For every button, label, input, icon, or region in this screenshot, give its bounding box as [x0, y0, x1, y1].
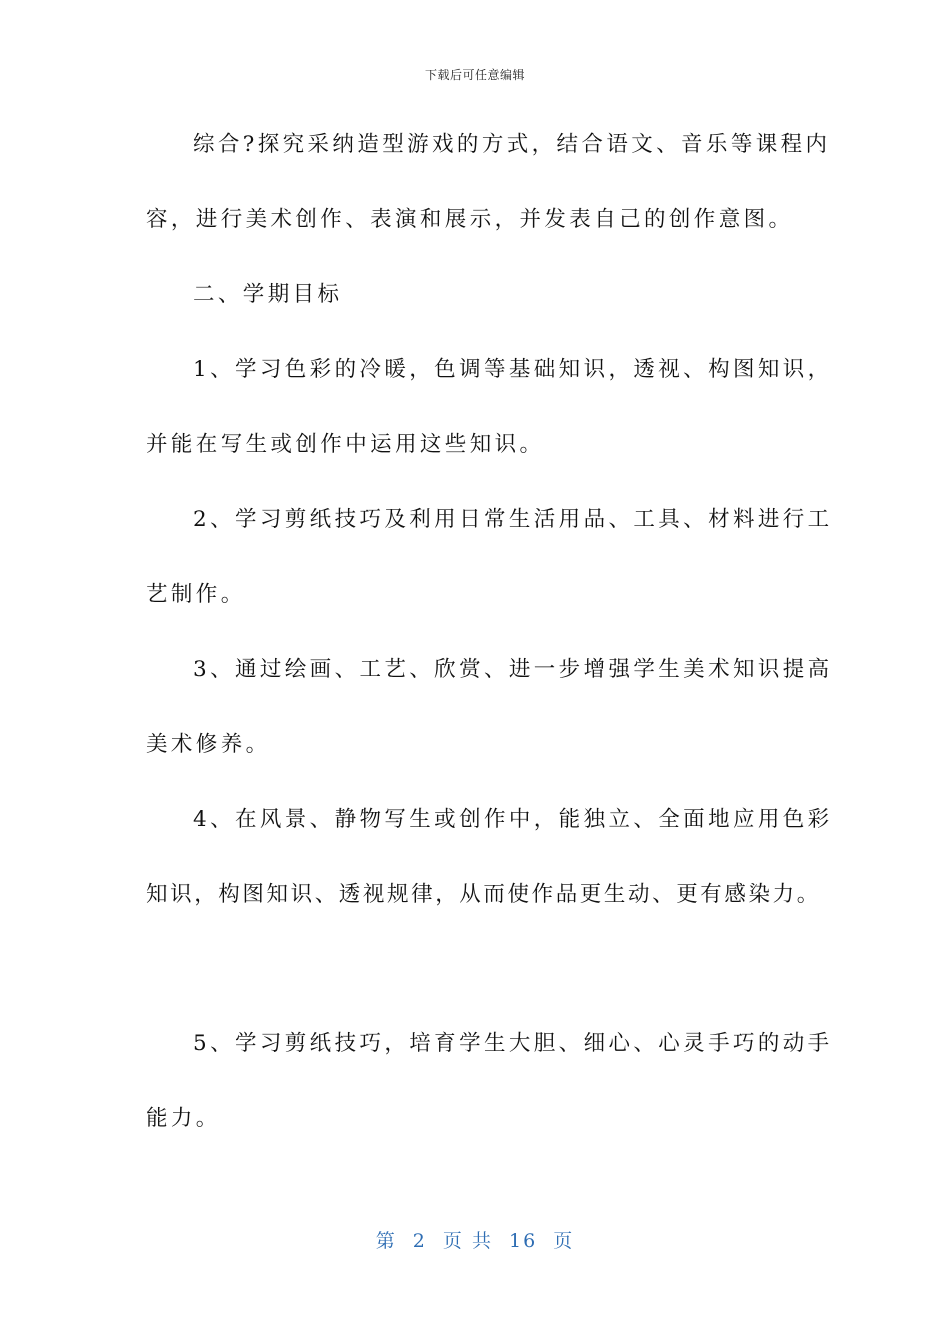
section-heading: 二、学期目标	[193, 282, 343, 307]
body-line: 容，进行美术创作、表演和展示，并发表自己的创作意图。	[146, 207, 794, 232]
footer-middle: 页 共	[442, 1230, 493, 1252]
body-line: 并能在写生或创作中运用这些知识。	[146, 432, 545, 457]
body-line: 知识，构图知识、透视规律，从而使作品更生动、更有感染力。	[146, 882, 821, 907]
body-line: 美术修养。	[146, 732, 271, 757]
body-line: 2、学习剪纸技巧及利用日常生活用品、工具、材料进行工	[193, 507, 833, 532]
body-line: 3、通过绘画、工艺、欣赏、进一步增强学生美术知识提高	[193, 657, 833, 682]
page-header: 下载后可任意编辑	[424, 68, 525, 82]
body-line: 综合?探究采纳造型游戏的方式，结合语文、音乐等课程内	[193, 132, 831, 157]
body-line: 5、学习剪纸技巧，培育学生大胆、细心、心灵手巧的动手	[193, 1031, 833, 1056]
body-line: 1、学习色彩的冷暖，色调等基础知识，透视、构图知识，	[193, 357, 833, 382]
body-line: 能力。	[146, 1106, 221, 1131]
footer-prefix: 第	[375, 1230, 397, 1252]
body-line: 艺制作。	[146, 582, 246, 607]
page-footer	[0, 1226, 950, 1253]
footer-suffix: 页	[553, 1230, 575, 1252]
body-line: 4、在风景、静物写生或创作中，能独立、全面地应用色彩	[193, 807, 833, 832]
current-page-number: 2	[412, 1230, 427, 1252]
total-page-count: 16	[509, 1230, 538, 1252]
